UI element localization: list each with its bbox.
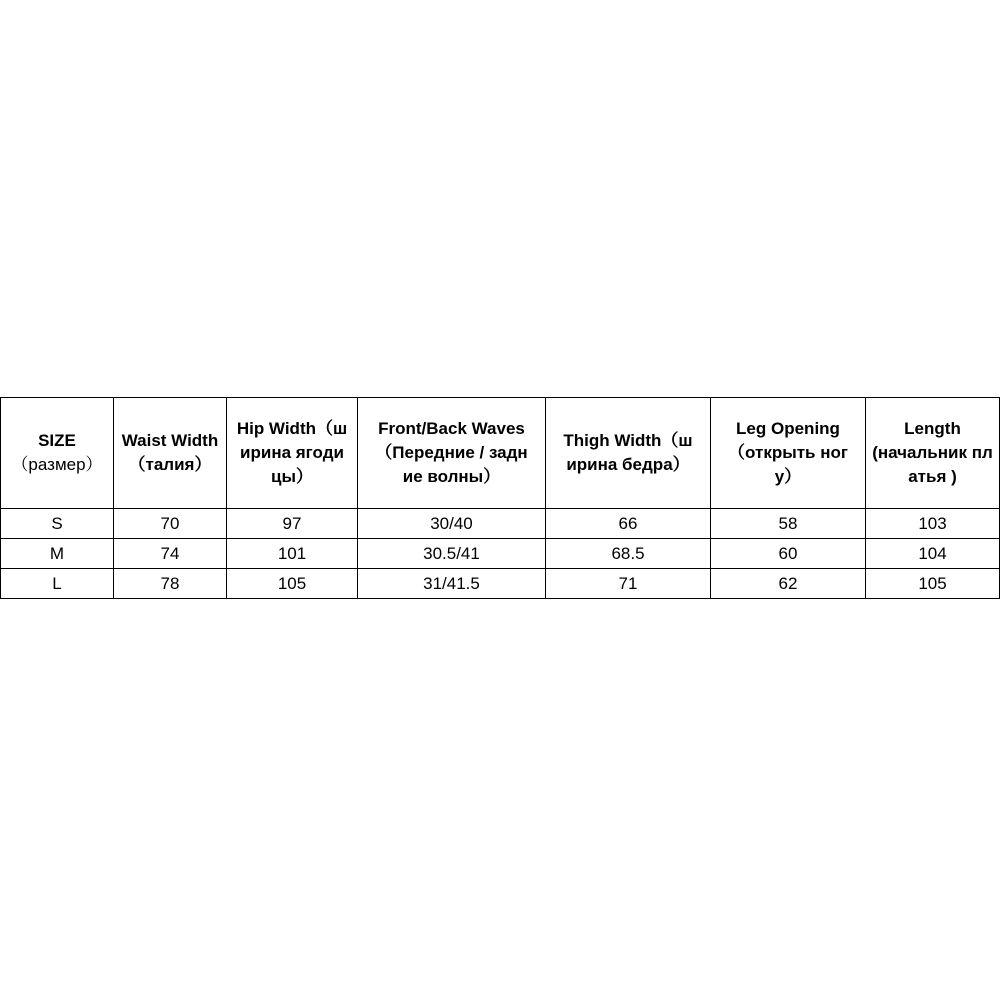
cell-size: M [1, 539, 114, 569]
cell-front-back-waves: 31/41.5 [358, 569, 546, 599]
header-hip-width-sub2: цы） [271, 467, 313, 486]
header-size-sub: （размер） [11, 455, 103, 474]
cell-hip-width: 105 [227, 569, 358, 599]
header-waist-width-sub: （талия） [128, 455, 212, 474]
header-waist-width [114, 398, 227, 509]
cell-thigh-width: 66 [546, 509, 711, 539]
cell-length: 104 [866, 539, 1000, 569]
cell-thigh-width: 71 [546, 569, 711, 599]
cell-waist-width: 70 [114, 509, 227, 539]
header-thigh-width-title: Thigh Width（ш [563, 431, 693, 450]
header-length-sub2: атья ) [908, 467, 957, 486]
header-row [1, 398, 1000, 509]
cell-size: S [1, 509, 114, 539]
cell-length: 105 [866, 569, 1000, 599]
header-length-title: Length [904, 419, 961, 438]
header-length-sub: (начальник пл [872, 443, 993, 462]
header-leg-opening [711, 398, 866, 509]
header-thigh-width-sub: ирина бедра） [566, 455, 690, 474]
table-row [1, 569, 1000, 599]
table-row [1, 509, 1000, 539]
header-front-back-waves-title: Front/Back Waves [378, 419, 525, 438]
header-length [866, 398, 1000, 509]
header-leg-opening-title: Leg Opening [736, 419, 840, 438]
header-size-title: SIZE [38, 431, 76, 450]
header-hip-width-sub: ирина ягоди [240, 443, 344, 462]
cell-front-back-waves: 30/40 [358, 509, 546, 539]
header-front-back-waves-sub: （Передние / задн [375, 443, 528, 462]
header-hip-width [227, 398, 358, 509]
header-leg-opening-sub: （открыть ног [728, 443, 848, 462]
cell-leg-opening: 58 [711, 509, 866, 539]
header-front-back-waves-sub2: ие волны） [402, 467, 501, 486]
header-front-back-waves [358, 398, 546, 509]
header-size [1, 398, 114, 509]
size-chart-table [0, 397, 1000, 599]
cell-length: 103 [866, 509, 1000, 539]
table-row [1, 539, 1000, 569]
header-leg-opening-sub2: у） [774, 467, 802, 486]
cell-hip-width: 97 [227, 509, 358, 539]
cell-leg-opening: 62 [711, 569, 866, 599]
cell-size: L [1, 569, 114, 599]
cell-hip-width: 101 [227, 539, 358, 569]
cell-thigh-width: 68.5 [546, 539, 711, 569]
header-waist-width-title: Waist Width [121, 431, 219, 450]
header-hip-width-title: Hip Width（ш [236, 419, 348, 438]
cell-front-back-waves: 30.5/41 [358, 539, 546, 569]
cell-waist-width: 74 [114, 539, 227, 569]
header-thigh-width [546, 398, 711, 509]
cell-leg-opening: 60 [711, 539, 866, 569]
cell-waist-width: 78 [114, 569, 227, 599]
